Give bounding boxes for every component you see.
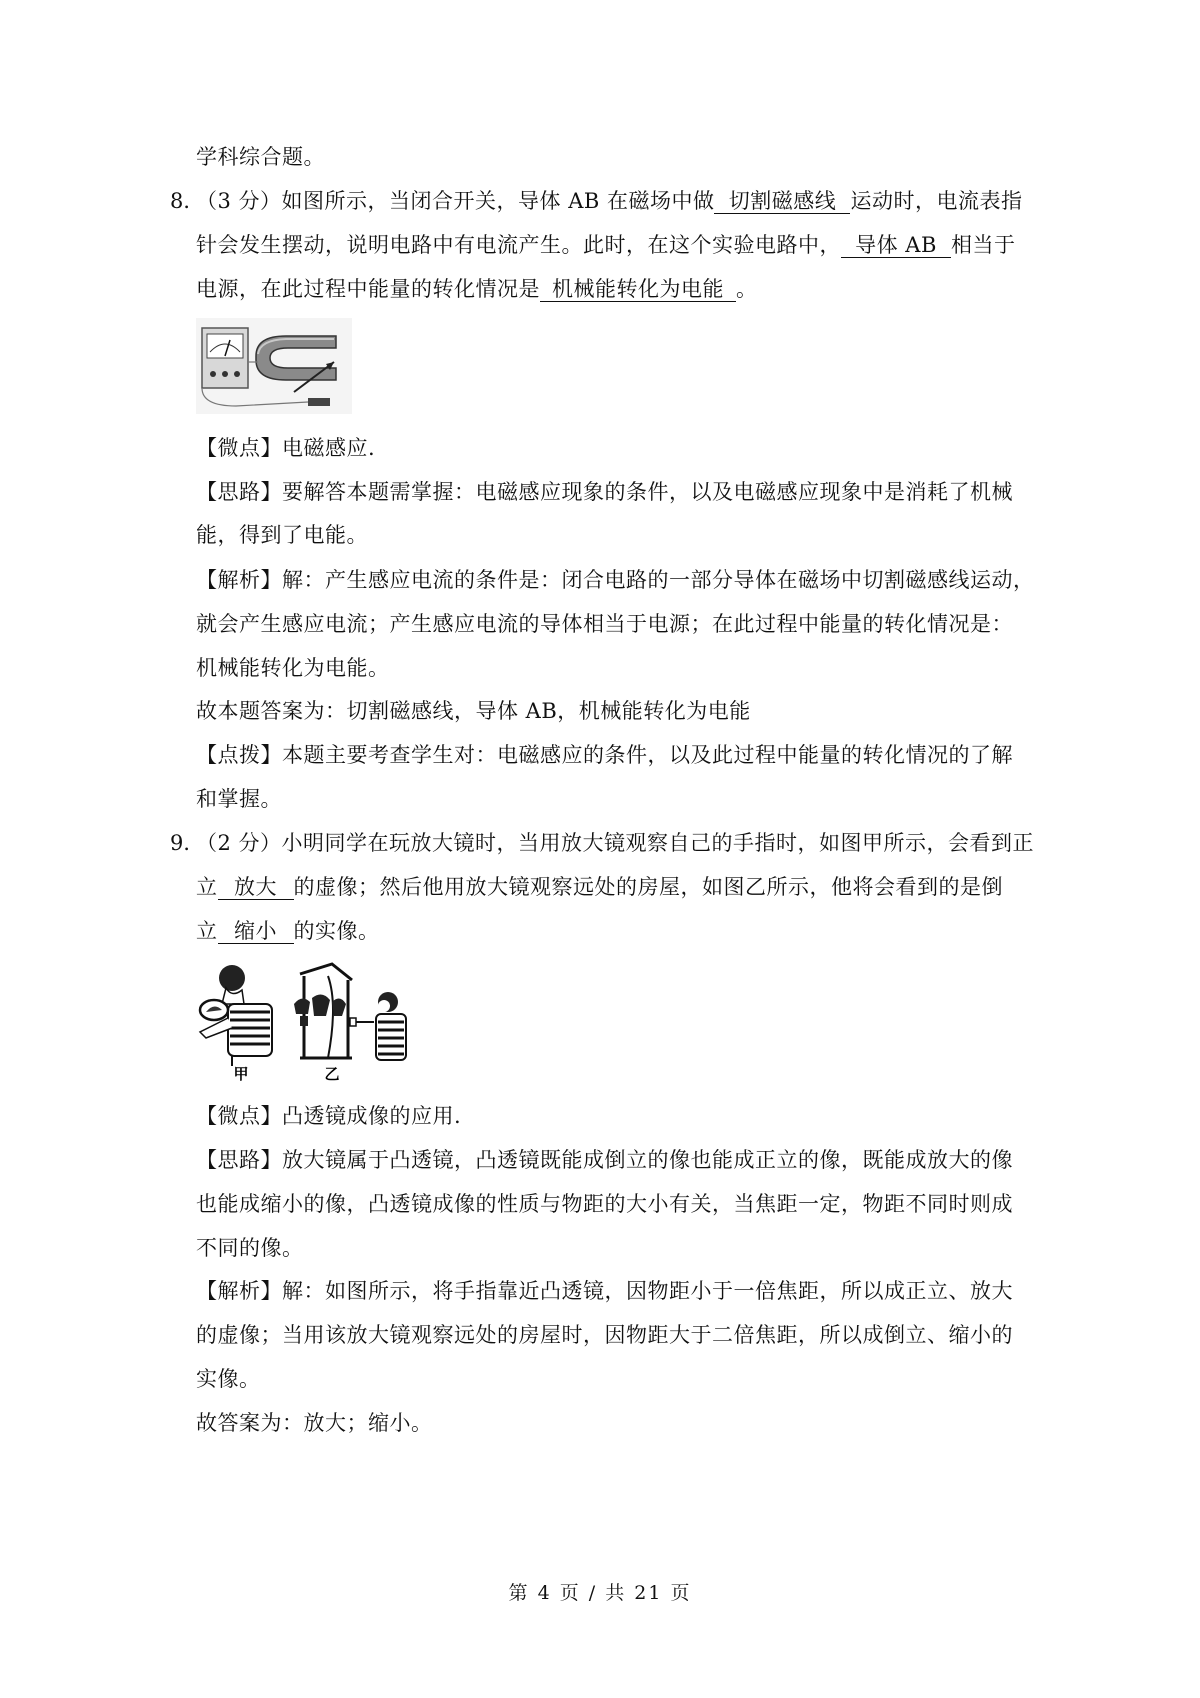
ammeter-icon [202,328,248,388]
page-footer: 第 4 页 / 共 21 页 [508,1582,692,1604]
q9-stem-line3-pre: 立 [196,919,218,943]
q9-stem-line3 [196,917,380,945]
q9-number: 9． [170,831,205,855]
q9-stem-line1: （2 分）小明同学在玩放大镜时，当用放大镜观察自己的手指时，如图甲所示，会看到正 [196,831,1035,855]
q8-silu-line1: 【思路】要解答本题需掌握：电磁感应现象的条件，以及电磁感应现象中是消耗了机械 [196,480,1013,504]
q9-silu-line2: 也能成缩小的像，凸透镜成像的性质与物距的大小有关，当焦距一定，物距不同时则成 [196,1192,1013,1216]
q8-stem-line1-pre: （3 分）如图所示，当闭合开关，导体 AB 在磁场中做 [196,189,715,213]
q8-figure-electromagnetic-induction [196,318,352,414]
q8-stem-line3-pre: 电源，在此过程中能量的转化情况是 [196,277,540,301]
q9-jiexi-line1: 【解析】解：如图所示，将手指靠近凸透镜，因物距小于一倍焦距，所以成正立、放大 [196,1279,1013,1303]
q8-answer-blank-2: 导体 AB [841,233,951,258]
q9-figure-magnifier [192,958,417,1084]
q8-stem-line3 [196,275,758,303]
q9-stem-line2 [196,873,1003,901]
q8-jiexi-line2: 就会产生感应电流；产生感应电流的导体相当于电源；在此过程中能量的转化情况是： [196,612,1013,636]
q9-stem-line2-pre: 立 [196,875,218,899]
boy-observer-icon [350,992,406,1060]
figure-label-yi: 乙 [324,1065,340,1083]
figure-label-jia: 甲 [233,1065,249,1083]
q8-answer-blank-3: 机械能转化为电能 [540,277,736,302]
q8-stem-line3-post: 。 [736,277,758,301]
q8-silu-line2: 能，得到了电能。 [196,523,368,547]
q8-stem-line1 [196,187,1022,215]
q8-stem-line2-post: 相当于 [951,233,1016,257]
q8-stem-line1-post: 运动时，电流表指 [850,189,1023,213]
q9-answer-blank-2: 缩小 [218,919,294,944]
q8-dianbo-line2: 和掌握。 [196,787,282,811]
q8-answer-blank-1: 切割磁感线 [714,189,850,214]
house-and-lens-icon [294,964,352,1058]
q8-dianbo-line1: 【点拨】本题主要考查学生对：电磁感应的条件，以及此过程中能量的转化情况的了解 [196,743,1013,767]
q9-answer: 故答案为：放大；缩小。 [196,1411,433,1435]
q8-jiexi-line3: 机械能转化为电能。 [196,656,390,680]
q9-stem-line3-post: 的实像。 [293,919,380,943]
q9-weidian: 【微点】凸透镜成像的应用. [196,1104,462,1128]
q8-stem-line2 [196,231,1016,259]
q9-jiexi-line3: 实像。 [196,1367,261,1391]
q9-stem-line2-post: 的虚像；然后他用放大镜观察远处的房屋，如图乙所示，他将会看到的是倒 [293,875,1003,899]
q8-answer: 故本题答案为：切割磁感线，导体 AB，机械能转化为电能 [196,699,751,723]
q8-weidian: 【微点】电磁感应. [196,436,376,460]
intro-tail: 学科综合题。 [196,145,325,169]
q9-jiexi-line2: 的虚像；当用该放大镜观察远处的房屋时，因物距大于二倍焦距，所以成倒立、缩小的 [196,1323,1013,1347]
q9-silu-line1: 【思路】放大镜属于凸透镜，凸透镜既能成倒立的像也能成正立的像，既能成放大的像 [196,1148,1013,1172]
q8-jiexi-line1: 【解析】解：产生感应电流的条件是：闭合电路的一部分导体在磁场中切割磁感线运动， [196,568,1035,592]
q8-number: 8． [170,189,205,213]
q9-silu-line3: 不同的像。 [196,1236,304,1260]
q9-answer-blank-1: 放大 [218,875,294,900]
boy-with-magnifier-icon [200,965,272,1066]
q8-stem-line2-pre: 针会发生摆动，说明电路中有电流产生。此时，在这个实验电路中， [196,233,841,257]
